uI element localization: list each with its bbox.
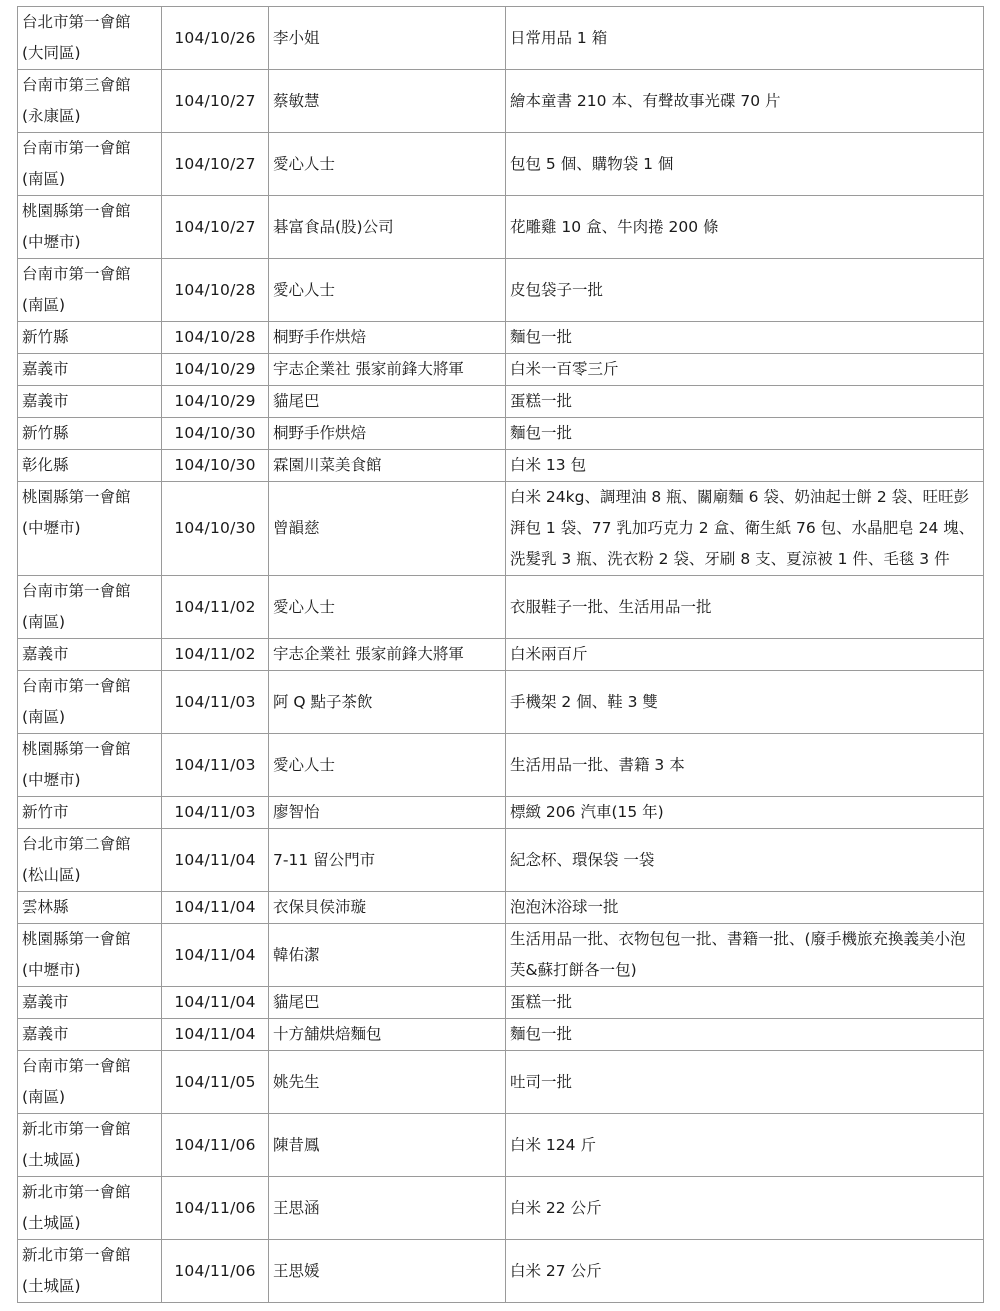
location-line: 台南市第一會館 [22, 677, 131, 695]
location-line: 新北市第一會館 [22, 1183, 131, 1201]
location-cell [18, 482, 162, 576]
date-cell: 104/10/28 [162, 259, 269, 322]
date-cell: 104/10/26 [162, 7, 269, 70]
donor-cell: 貓尾巴 [269, 987, 506, 1019]
location-line: 雲林縣 [22, 898, 69, 916]
location-line: (南區) [22, 1088, 66, 1106]
date-cell: 104/10/29 [162, 354, 269, 386]
item-cell: 紀念杯、環保袋 一袋 [506, 829, 984, 892]
location-line: (松山區) [22, 866, 81, 884]
item-cell: 麵包一批 [506, 418, 984, 450]
date-cell: 104/11/02 [162, 639, 269, 671]
item-cell: 包包 5 個、購物袋 1 個 [506, 133, 984, 196]
item-cell: 皮包袋子一批 [506, 259, 984, 322]
location-line: 新竹市 [22, 803, 69, 821]
table-row [18, 386, 984, 418]
date-cell: 104/11/06 [162, 1240, 269, 1303]
location-cell [18, 924, 162, 987]
item-cell: 吐司一批 [506, 1051, 984, 1114]
donor-cell: 宇志企業社 張家前鋒大將軍 [269, 639, 506, 671]
donor-cell: 愛心人士 [269, 133, 506, 196]
date-cell: 104/11/03 [162, 797, 269, 829]
date-cell: 104/11/03 [162, 671, 269, 734]
date-cell: 104/10/27 [162, 196, 269, 259]
table-row [18, 829, 984, 892]
donor-cell: 桐野手作烘焙 [269, 418, 506, 450]
location-cell [18, 322, 162, 354]
donor-cell: 貓尾巴 [269, 386, 506, 418]
location-line: (南區) [22, 296, 66, 314]
location-cell [18, 386, 162, 418]
item-cell: 標緻 206 汽車(15 年) [506, 797, 984, 829]
location-cell [18, 133, 162, 196]
donor-cell: 陳昔鳳 [269, 1114, 506, 1177]
location-cell [18, 1019, 162, 1051]
item-cell: 泡泡沐浴球一批 [506, 892, 984, 924]
item-cell: 花雕雞 10 盒、牛肉捲 200 條 [506, 196, 984, 259]
item-cell: 麵包一批 [506, 1019, 984, 1051]
location-line: 台南市第三會館 [22, 76, 131, 94]
location-line: 新北市第一會館 [22, 1246, 131, 1264]
donor-cell: 愛心人士 [269, 259, 506, 322]
location-line: (中壢市) [22, 771, 81, 789]
location-line: 台南市第一會館 [22, 582, 131, 600]
location-cell [18, 734, 162, 797]
table-row [18, 576, 984, 639]
item-cell: 蛋糕一批 [506, 386, 984, 418]
item-cell: 麵包一批 [506, 322, 984, 354]
donor-cell: 阿 Q 點子茶飲 [269, 671, 506, 734]
location-line: (南區) [22, 708, 66, 726]
date-cell: 104/11/02 [162, 576, 269, 639]
location-cell [18, 987, 162, 1019]
location-line: (中壢市) [22, 233, 81, 251]
table-row [18, 1114, 984, 1177]
donor-cell: 宇志企業社 張家前鋒大將軍 [269, 354, 506, 386]
table-row [18, 797, 984, 829]
location-line: (土城區) [22, 1214, 81, 1232]
item-cell: 白米 22 公斤 [506, 1177, 984, 1240]
table-row [18, 892, 984, 924]
item-cell: 蛋糕一批 [506, 987, 984, 1019]
table-row [18, 1240, 984, 1303]
item-cell: 日常用品 1 箱 [506, 7, 984, 70]
date-cell: 104/11/04 [162, 924, 269, 987]
date-cell: 104/10/28 [162, 322, 269, 354]
location-cell [18, 418, 162, 450]
location-line: 桃園縣第一會館 [22, 488, 131, 506]
date-cell: 104/11/04 [162, 892, 269, 924]
date-cell: 104/11/03 [162, 734, 269, 797]
location-line: 桃園縣第一會館 [22, 202, 131, 220]
location-cell [18, 1114, 162, 1177]
location-line: 嘉義市 [22, 645, 69, 663]
table-row [18, 987, 984, 1019]
location-cell [18, 671, 162, 734]
donor-cell: 碁富食品(股)公司 [269, 196, 506, 259]
date-cell: 104/11/05 [162, 1051, 269, 1114]
item-cell: 手機架 2 個、鞋 3 雙 [506, 671, 984, 734]
donor-cell: 霖園川菜美食館 [269, 450, 506, 482]
location-line: 桃園縣第一會館 [22, 930, 131, 948]
table-row [18, 1177, 984, 1240]
table-row [18, 482, 984, 576]
donor-cell: 曾韻慈 [269, 482, 506, 576]
location-line: 台北市第二會館 [22, 835, 131, 853]
date-cell: 104/11/04 [162, 829, 269, 892]
donor-cell: 廖智怡 [269, 797, 506, 829]
donor-cell: 衣保貝侯沛璇 [269, 892, 506, 924]
location-cell [18, 259, 162, 322]
location-line: (中壢市) [22, 961, 81, 979]
location-cell [18, 797, 162, 829]
location-line: 新竹縣 [22, 328, 69, 346]
donation-table [17, 6, 984, 1303]
item-cell: 白米 124 斤 [506, 1114, 984, 1177]
donor-cell: 愛心人士 [269, 576, 506, 639]
date-cell: 104/10/27 [162, 70, 269, 133]
table-row [18, 354, 984, 386]
item-cell: 白米 13 包 [506, 450, 984, 482]
donor-cell: 桐野手作烘焙 [269, 322, 506, 354]
table-row [18, 418, 984, 450]
date-cell: 104/10/27 [162, 133, 269, 196]
table-row [18, 70, 984, 133]
date-cell: 104/10/30 [162, 418, 269, 450]
location-cell [18, 354, 162, 386]
location-cell [18, 1240, 162, 1303]
location-line: (永康區) [22, 107, 81, 125]
donor-cell: 十方舖烘焙麵包 [269, 1019, 506, 1051]
location-cell [18, 1051, 162, 1114]
date-cell: 104/11/06 [162, 1114, 269, 1177]
item-cell: 白米 27 公斤 [506, 1240, 984, 1303]
location-line: 彰化縣 [22, 456, 69, 474]
location-line: 嘉義市 [22, 392, 69, 410]
donor-cell: 王思涵 [269, 1177, 506, 1240]
table-row [18, 924, 984, 987]
donor-cell: 姚先生 [269, 1051, 506, 1114]
date-cell: 104/10/29 [162, 386, 269, 418]
donor-cell: 蔡敏慧 [269, 70, 506, 133]
location-line: 嘉義市 [22, 1025, 69, 1043]
table-row [18, 133, 984, 196]
location-line: 新竹縣 [22, 424, 69, 442]
table-row [18, 322, 984, 354]
location-line: (南區) [22, 613, 66, 631]
date-cell: 104/11/04 [162, 987, 269, 1019]
table-row [18, 639, 984, 671]
location-cell [18, 196, 162, 259]
location-cell [18, 450, 162, 482]
table-row [18, 450, 984, 482]
location-cell [18, 70, 162, 133]
location-line: 嘉義市 [22, 360, 69, 378]
donor-cell: 李小姐 [269, 7, 506, 70]
table-row [18, 259, 984, 322]
location-cell [18, 829, 162, 892]
table-row [18, 734, 984, 797]
location-line: (大同區) [22, 44, 81, 62]
location-line: 嘉義市 [22, 993, 69, 1011]
location-cell [18, 7, 162, 70]
location-line: 台南市第一會館 [22, 1057, 131, 1075]
location-line: (南區) [22, 170, 66, 188]
donation-table-body [18, 7, 984, 1303]
location-line: (土城區) [22, 1277, 81, 1295]
donor-cell: 王思媛 [269, 1240, 506, 1303]
location-cell [18, 892, 162, 924]
item-cell: 繪本童書 210 本、有聲故事光碟 70 片 [506, 70, 984, 133]
item-cell: 衣服鞋子一批、生活用品一批 [506, 576, 984, 639]
item-cell: 生活用品一批、書籍 3 本 [506, 734, 984, 797]
donor-cell: 韓佑潔 [269, 924, 506, 987]
location-line: 桃園縣第一會館 [22, 740, 131, 758]
location-line: 台南市第一會館 [22, 265, 131, 283]
table-row [18, 1019, 984, 1051]
date-cell: 104/11/06 [162, 1177, 269, 1240]
table-row [18, 196, 984, 259]
location-line: 台北市第一會館 [22, 13, 131, 31]
table-row [18, 1051, 984, 1114]
location-line: 新北市第一會館 [22, 1120, 131, 1138]
table-row [18, 7, 984, 70]
donor-cell: 愛心人士 [269, 734, 506, 797]
date-cell: 104/11/04 [162, 1019, 269, 1051]
location-line: 台南市第一會館 [22, 139, 131, 157]
location-cell [18, 576, 162, 639]
location-cell [18, 1177, 162, 1240]
location-cell [18, 639, 162, 671]
item-cell: 生活用品一批、衣物包包一批、書籍一批、(廢手機旅充換義美小泡芙&蘇打餅各一包) [506, 924, 984, 987]
location-line: (中壢市) [22, 519, 81, 537]
location-line: (土城區) [22, 1151, 81, 1169]
date-cell: 104/10/30 [162, 482, 269, 576]
date-cell: 104/10/30 [162, 450, 269, 482]
item-cell: 白米一百零三斤 [506, 354, 984, 386]
donor-cell: 7-11 留公門市 [269, 829, 506, 892]
table-row [18, 671, 984, 734]
item-cell: 白米兩百斤 [506, 639, 984, 671]
item-cell: 白米 24kg、調理油 8 瓶、關廟麵 6 袋、奶油起士餅 2 袋、旺旺彭湃包 1 袋、77 乳加巧克力 2 盒、衛生紙 76 包、水晶肥皂 24 塊、洗髮乳 3 瓶、洗衣粉 2 袋、牙刷 8 支、夏涼被 1 件、毛毯 3 件 [506, 482, 984, 576]
